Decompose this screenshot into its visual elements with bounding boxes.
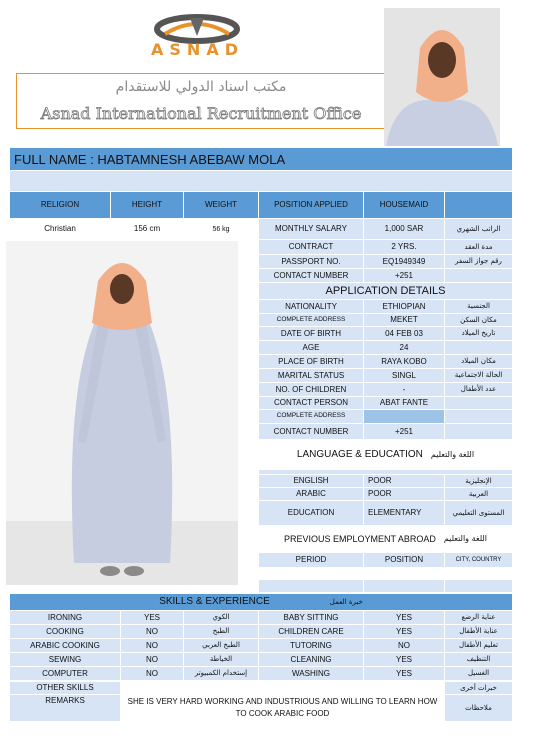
language-row-label-ar: الإنجليزية bbox=[445, 475, 512, 487]
language-row-value: ELEMENTARY bbox=[364, 501, 444, 525]
employment-position-header: POSITION bbox=[364, 553, 444, 567]
app-row-label-ar bbox=[445, 397, 512, 409]
skill-right-label: TUTORING bbox=[259, 639, 363, 652]
value-weight: 56 kg bbox=[184, 219, 258, 239]
employment-title-row bbox=[259, 526, 512, 552]
employment-empty-row bbox=[259, 580, 363, 592]
office-name-en: Asnad International Recruitment Office bbox=[40, 104, 362, 123]
language-title-ar: اللغة والتعليم bbox=[430, 450, 475, 459]
app-row-label: AGE bbox=[259, 341, 363, 354]
salary-label-ar: الراتب الشهري bbox=[445, 219, 512, 239]
skill-left-label: IRONING bbox=[10, 611, 120, 624]
skill-left-label-ar: الخياطة bbox=[184, 653, 258, 666]
logo-wordmark: ASNAD bbox=[151, 40, 244, 59]
contract-label: CONTRACT bbox=[259, 240, 363, 254]
value-height: 156 cm bbox=[111, 219, 183, 239]
remarks-label-ar: ملاحظات bbox=[445, 695, 512, 721]
language-row-label: EDUCATION bbox=[259, 501, 363, 525]
app-row-value: - bbox=[364, 383, 444, 396]
app-row-value: +251 bbox=[364, 424, 444, 439]
app-row-label-ar: مكان السكن bbox=[445, 314, 512, 326]
app-row-label-ar: عدد الأطفال bbox=[445, 383, 512, 396]
application-details-title: APPLICATION DETAILS bbox=[259, 283, 512, 299]
language-row-value: POOR bbox=[364, 488, 444, 500]
language-title: LANGUAGE & EDUCATION bbox=[296, 449, 423, 460]
skill-right-label: BABY SITTING bbox=[259, 611, 363, 624]
skill-right-value: YES bbox=[364, 611, 444, 624]
skill-left-label-ar: الطبخ العربي bbox=[184, 639, 258, 652]
skill-left-value: NO bbox=[121, 667, 183, 680]
person-full-body-icon bbox=[6, 241, 238, 585]
full-name-text: FULL NAME : HABTAMNESH ABEBAW MOLA bbox=[14, 151, 286, 167]
app-row-label-ar bbox=[445, 424, 512, 439]
skill-left-value: NO bbox=[121, 625, 183, 638]
skill-left-value: NO bbox=[121, 653, 183, 666]
skill-left-label-ar: الكوي bbox=[184, 611, 258, 624]
skills-title-ar: خبرة العمل bbox=[329, 597, 363, 606]
app-row-value: RAYA KOBO bbox=[364, 355, 444, 368]
app-row-label: COMPLETE ADDRESS bbox=[259, 410, 363, 423]
app-row-label: DATE OF BIRTH bbox=[259, 327, 363, 340]
employment-empty-row bbox=[364, 580, 444, 592]
app-row-label: CONTACT PERSON bbox=[259, 397, 363, 409]
skill-right-label: CLEANING bbox=[259, 653, 363, 666]
salary-value: 1,000 SAR bbox=[364, 219, 444, 239]
skill-right-label: WASHING bbox=[259, 667, 363, 680]
skill-right-label-ar: عناية الرضع bbox=[445, 611, 512, 624]
language-row-label-ar: المستوى التعليمي bbox=[445, 501, 512, 525]
app-row-label-ar bbox=[445, 341, 512, 354]
other-skills-label-ar: خبرات أخرى bbox=[445, 682, 512, 694]
other-skills-label: OTHER SKILLS bbox=[10, 682, 120, 694]
language-row-value: POOR bbox=[364, 475, 444, 487]
header-blank bbox=[445, 192, 512, 218]
skill-right-label-ar: الغسيل bbox=[445, 667, 512, 680]
remarks-text-value: SHE IS VERY HARD WORKING AND INDUSTRIOUS AND WILLING TO LEARN HOW TO COOK ARABIC FOOD bbox=[127, 697, 438, 718]
portrait-photo bbox=[384, 8, 500, 146]
contact-top-value: +251 bbox=[364, 269, 444, 282]
passport-value: EQ1949349 bbox=[364, 255, 444, 268]
language-title-row bbox=[259, 440, 512, 470]
contract-label-ar: مدة العقد bbox=[445, 240, 512, 254]
app-row-value: ETHIOPIAN bbox=[364, 300, 444, 313]
app-row-label: PLACE OF BIRTH bbox=[259, 355, 363, 368]
company-logo bbox=[110, 12, 285, 58]
skill-right-label-ar: عناية الأطفال bbox=[445, 625, 512, 638]
app-row-label-ar: الحالة الاجتماعية bbox=[445, 369, 512, 382]
contact-top-blank bbox=[445, 269, 512, 282]
skill-right-value: YES bbox=[364, 625, 444, 638]
blank-row bbox=[259, 470, 512, 474]
blank-row bbox=[10, 171, 512, 191]
header-housemaid: HOUSEMAID bbox=[364, 192, 444, 218]
skills-title: SKILLS & EXPERIENCE bbox=[159, 596, 270, 607]
employment-title-ar: اللغة والتعليم bbox=[443, 534, 488, 543]
skill-left-label: COOKING bbox=[10, 625, 120, 638]
app-row-label: COMPLETE ADDRESS bbox=[259, 314, 363, 326]
app-row-value: SINGL bbox=[364, 369, 444, 382]
skill-left-label-ar: الطبخ bbox=[184, 625, 258, 638]
app-row-value: 24 bbox=[364, 341, 444, 354]
contact-top-label: CONTACT NUMBER bbox=[259, 269, 363, 282]
language-row-label: ENGLISH bbox=[259, 475, 363, 487]
header-weight: WEIGHT bbox=[184, 192, 258, 218]
skill-left-label: SEWING bbox=[10, 653, 120, 666]
skill-right-label-ar: التنظيف bbox=[445, 653, 512, 666]
app-row-value: 04 FEB 03 bbox=[364, 327, 444, 340]
passport-label-ar: رقم جواز السفر bbox=[445, 255, 512, 268]
language-row-label: ARABIC bbox=[259, 488, 363, 500]
app-row-label: NO. OF CHILDREN bbox=[259, 383, 363, 396]
employment-title: PREVIOUS EMPLOYMENT ABROAD bbox=[283, 533, 436, 544]
app-row-label-ar: مكان الميلاد bbox=[445, 355, 512, 368]
header-religion: RELIGION bbox=[10, 192, 110, 218]
employment-period-header: PERIOD bbox=[259, 553, 363, 567]
office-name-ar: مكتب اسناد الدولي للاستقدام bbox=[115, 79, 287, 95]
skill-right-value: NO bbox=[364, 639, 444, 652]
header-position-applied: POSITION APPLIED bbox=[259, 192, 363, 218]
app-row-value: ABAT FANTE bbox=[364, 397, 444, 409]
skill-right-label-ar: تعليم الأطفال bbox=[445, 639, 512, 652]
employment-empty-row bbox=[445, 580, 512, 592]
app-row-label: MARITAL STATUS bbox=[259, 369, 363, 382]
full-body-photo bbox=[6, 241, 238, 585]
other-skills-value bbox=[121, 682, 444, 694]
office-name-box bbox=[16, 73, 386, 129]
app-row-label-ar: الجنسية bbox=[445, 300, 512, 313]
app-row-value: MEKET bbox=[364, 314, 444, 326]
salary-label: MONTHLY SALARY bbox=[259, 219, 363, 239]
remarks-text bbox=[121, 695, 444, 721]
app-row-label-ar: تاريخ الميلاد bbox=[445, 327, 512, 340]
skills-title-row bbox=[10, 594, 512, 610]
skill-left-label: ARABIC COOKING bbox=[10, 639, 120, 652]
contract-value: 2 YRS. bbox=[364, 240, 444, 254]
header-height: HEIGHT bbox=[111, 192, 183, 218]
passport-label: PASSPORT NO. bbox=[259, 255, 363, 268]
app-row-label: NATIONALITY bbox=[259, 300, 363, 313]
full-name-bar bbox=[10, 148, 512, 170]
skill-left-label-ar: إستخدام الكمبيوتر bbox=[184, 667, 258, 680]
employment-empty-row bbox=[259, 567, 512, 579]
app-row-label-ar bbox=[445, 410, 512, 423]
skill-right-value: YES bbox=[364, 653, 444, 666]
language-row-label-ar: العربية bbox=[445, 488, 512, 500]
employment-country-header: CITY, COUNTRY bbox=[445, 553, 512, 567]
app-row-value bbox=[364, 410, 444, 423]
skill-left-value: NO bbox=[121, 639, 183, 652]
remarks-label: REMARKS bbox=[10, 695, 120, 721]
skill-left-value: YES bbox=[121, 611, 183, 624]
skill-left-label: COMPUTER bbox=[10, 667, 120, 680]
value-religion: Christian bbox=[10, 219, 110, 239]
skill-right-label: CHILDREN CARE bbox=[259, 625, 363, 638]
app-row-label: CONTACT NUMBER bbox=[259, 424, 363, 439]
skill-right-value: YES bbox=[364, 667, 444, 680]
person-portrait-icon bbox=[384, 8, 500, 146]
